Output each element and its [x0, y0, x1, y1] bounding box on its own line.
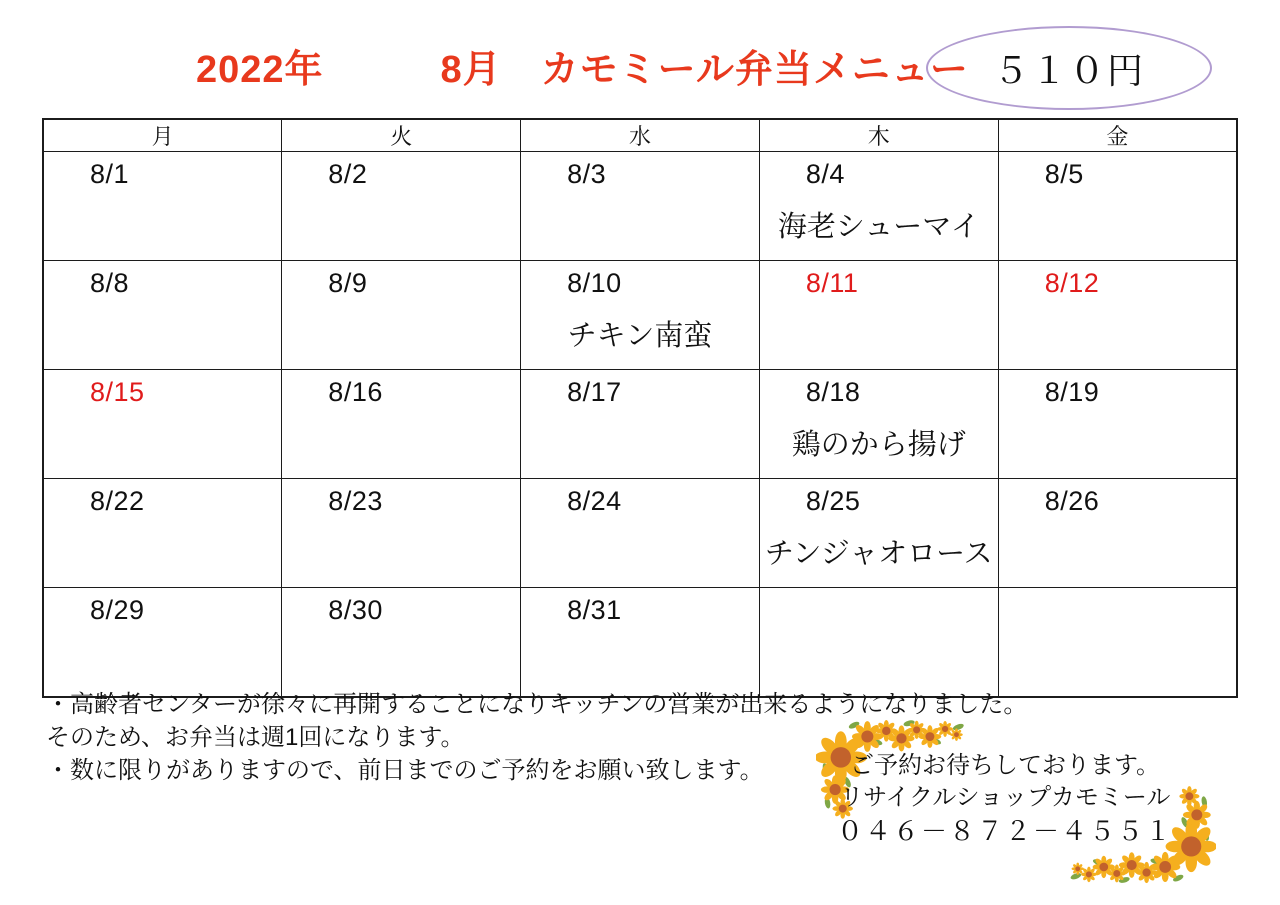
calendar-cell-8-17 [521, 370, 760, 479]
day-header-friday: 金 [998, 119, 1237, 152]
date-label: 8/23 [328, 486, 383, 516]
calendar-cell-8-12 [998, 261, 1237, 370]
price-text: ５１０円 [992, 49, 1145, 91]
date-label: 8/26 [1044, 486, 1100, 516]
calendar-week-2 [43, 261, 1237, 370]
calendar-cell-8-10 [521, 261, 760, 370]
calendar-header-row [43, 119, 1237, 152]
menu-label: チキン南蛮 [567, 320, 713, 352]
calendar-cell-8-9 [282, 261, 521, 370]
menu-label: 海老シューマイ [777, 211, 980, 243]
holiday-date-label: 8/12 [1044, 268, 1100, 298]
reservation-message: ご予約お待ちしております。 [849, 752, 1161, 779]
calendar-cell-8-16 [282, 370, 521, 479]
date-label: 8/8 [90, 268, 130, 298]
date-label: 8/2 [328, 159, 368, 189]
date-label: 8/17 [567, 377, 622, 407]
date-label: 8/22 [90, 486, 145, 516]
note-line-2: そのため、お弁当は週1回になります。 [46, 724, 465, 751]
price-badge [926, 26, 1212, 110]
date-label: 8/24 [567, 486, 622, 516]
date-label: 8/10 [567, 268, 622, 298]
calendar-week-3 [43, 370, 1237, 479]
calendar-cell-8-4 [759, 152, 998, 261]
calendar-cell-8-22 [43, 479, 282, 588]
calendar-cell-8-23 [282, 479, 521, 588]
calendar-cell-8-25 [759, 479, 998, 588]
note-line-3: ・数に限りがありますので、前日までのご予約をお願い致します。 [46, 757, 764, 784]
calendar-cell-8-2 [282, 152, 521, 261]
date-label: 8/19 [1044, 377, 1100, 407]
menu-calendar-table [42, 118, 1238, 698]
calendar-cell-8-30 [282, 588, 521, 698]
holiday-date-label: 8/15 [90, 377, 145, 407]
day-header-tuesday: 火 [282, 119, 521, 152]
calendar-cell-8-8 [43, 261, 282, 370]
date-label: 8/5 [1044, 159, 1084, 189]
calendar-week-5 [43, 588, 1237, 698]
page-title: 2022年 8月 カモミール弁当メニュー [196, 49, 969, 91]
calendar-week-1 [43, 152, 1237, 261]
date-label: 8/18 [805, 377, 861, 407]
calendar-cell-8-24 [521, 479, 760, 588]
menu-label: 鶏のから揚げ [791, 429, 966, 461]
shop-name: リサイクルショップカモミール [839, 784, 1171, 811]
date-label: 8/16 [328, 377, 383, 407]
date-label: 8/9 [328, 268, 368, 298]
date-label [999, 588, 1236, 595]
calendar-cell-8-26 [998, 479, 1237, 588]
calendar-cell-8-19 [998, 370, 1237, 479]
date-label: 8/3 [567, 159, 607, 189]
calendar-cell-8-11 [759, 261, 998, 370]
calendar-cell-8-3 [521, 152, 760, 261]
calendar-cell-empty-1 [759, 588, 998, 698]
date-label: 8/31 [567, 595, 622, 625]
calendar-cell-8-15 [43, 370, 282, 479]
day-header-thursday: 木 [759, 119, 998, 152]
calendar-cell-8-29 [43, 588, 282, 698]
menu-label: チンジャオロース [764, 538, 993, 570]
calendar-cell-8-18 [759, 370, 998, 479]
date-label: 8/4 [805, 159, 845, 189]
date-label: 8/25 [805, 486, 861, 516]
calendar-cell-8-31 [521, 588, 760, 698]
calendar-cell-8-1 [43, 152, 282, 261]
note-line-1: ・高齢者センターが徐々に再開することになりキッチンの営業が出来るようになりました。 [46, 691, 1028, 718]
date-label: 8/30 [328, 595, 383, 625]
holiday-date-label: 8/11 [805, 268, 859, 298]
calendar-week-4 [43, 479, 1237, 588]
date-label: 8/29 [90, 595, 145, 625]
day-header-wednesday: 水 [521, 119, 760, 152]
phone-number: ０４６－８７２－４５５１ [836, 816, 1173, 846]
sunflower-corner-decoration-icon [1066, 786, 1216, 893]
calendar-cell-empty-2 [998, 588, 1237, 698]
date-label [760, 588, 998, 595]
calendar-cell-8-5 [998, 152, 1237, 261]
day-header-monday: 月 [43, 119, 282, 152]
date-label: 8/1 [90, 159, 130, 189]
